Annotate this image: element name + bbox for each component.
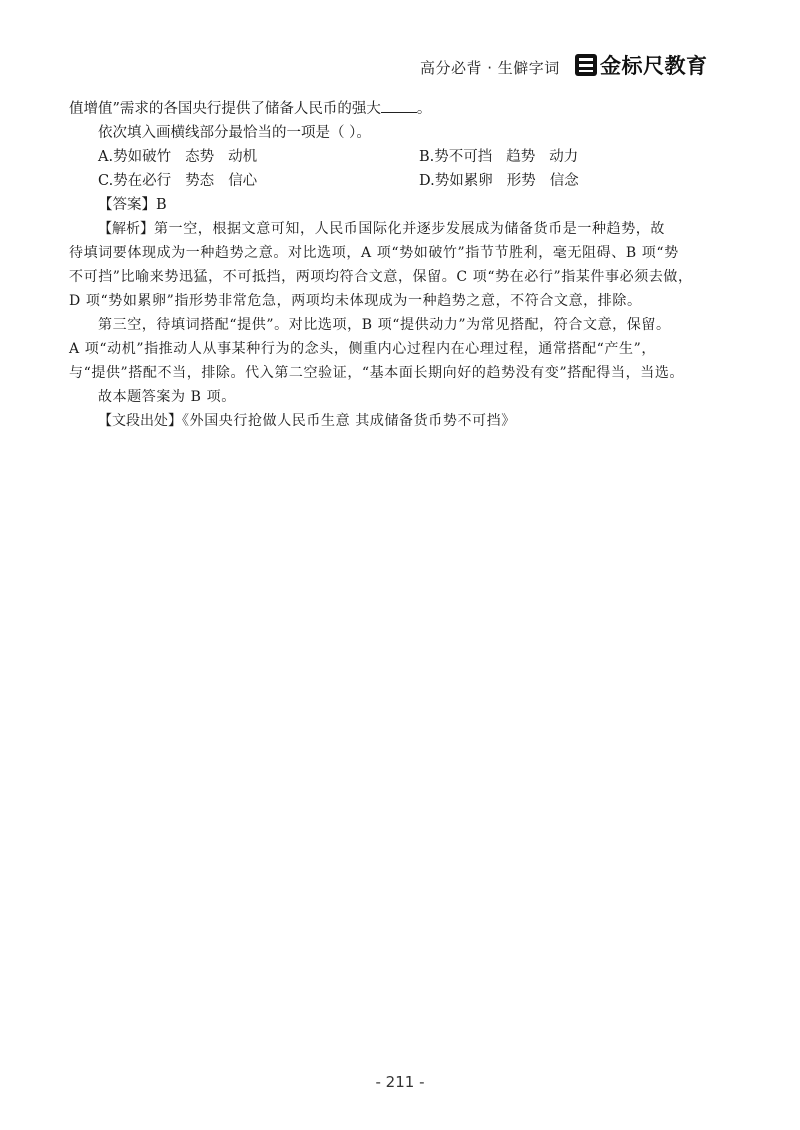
source (69, 409, 729, 433)
analysis-line: A 项“动机”指推动人从事某种行为的念头，侧重内心过程内在心理过程，通常搭配“产生”， (69, 341, 656, 357)
question-stem: 值增值”需求的各国央行提供了储备人民币的强大 。 (69, 97, 729, 121)
page-content (69, 97, 729, 433)
blank-line (381, 97, 417, 113)
analysis-line: 与“提供”搭配不当，排除。代入第二空验证，“基本面长期向好的趋势没有变”搭配得当，当选。 (69, 365, 685, 381)
source-label: 【文段出处】 (98, 413, 182, 429)
answer-value: B (156, 197, 167, 213)
header-title: 高分必背 · 生僻字词 (420, 59, 560, 77)
analysis (69, 217, 729, 433)
analysis-label: 【解析】 (98, 221, 154, 237)
analysis-line: 不可挡”比喻来势迅猛，不可抵挡，两项均符合文意，保留。C 项“势在必行”指某件事必须去做， (69, 269, 693, 285)
options-row-2 (69, 169, 729, 193)
option-a: A.势如破竹 态势 动机 (98, 149, 258, 165)
option-b: B.势不可挡 趋势 动力 (419, 149, 579, 165)
page-number: - 211 - (375, 1073, 425, 1091)
analysis-line: 【解析】第一空，根据文意可知，人民币国际化并逐步发展成为储备货币是一种趋势，故 (98, 221, 665, 237)
running-header (420, 50, 730, 82)
logo-text: 金标尺教育 (600, 54, 708, 78)
answer-label: 【答案】 (98, 197, 156, 213)
source-title: 《外国央行抢做人民币生意 其成储备货币势不可挡》 (182, 413, 516, 429)
analysis-line: D 项“势如累卵”指形势非常危急，两项均未体现成为一种趋势之意，不符合文意，排除。 (69, 293, 642, 309)
option-d: D.势如累卵 形势 信念 (419, 173, 579, 189)
question-prompt: 依次填入画横线部分最恰当的一项是（ ）。 (98, 125, 371, 141)
options-row-1 (69, 145, 729, 169)
analysis-line: 第三空，待填词搭配“提供”。对比选项，B 项“提供动力”为常见搭配，符合文意，保留。 (98, 317, 671, 333)
analysis-line: 待填词要体现成为一种趋势之意。对比选项，A 项“势如破竹”指节节胜利，毫无阻碍、B 项“势 (69, 245, 679, 261)
answer (69, 193, 729, 217)
logo-icon (575, 54, 597, 76)
logo (575, 52, 708, 78)
analysis-line: 故本题答案为 B 项。 (98, 389, 236, 405)
option-c: C.势在必行 势态 信心 (98, 173, 258, 189)
